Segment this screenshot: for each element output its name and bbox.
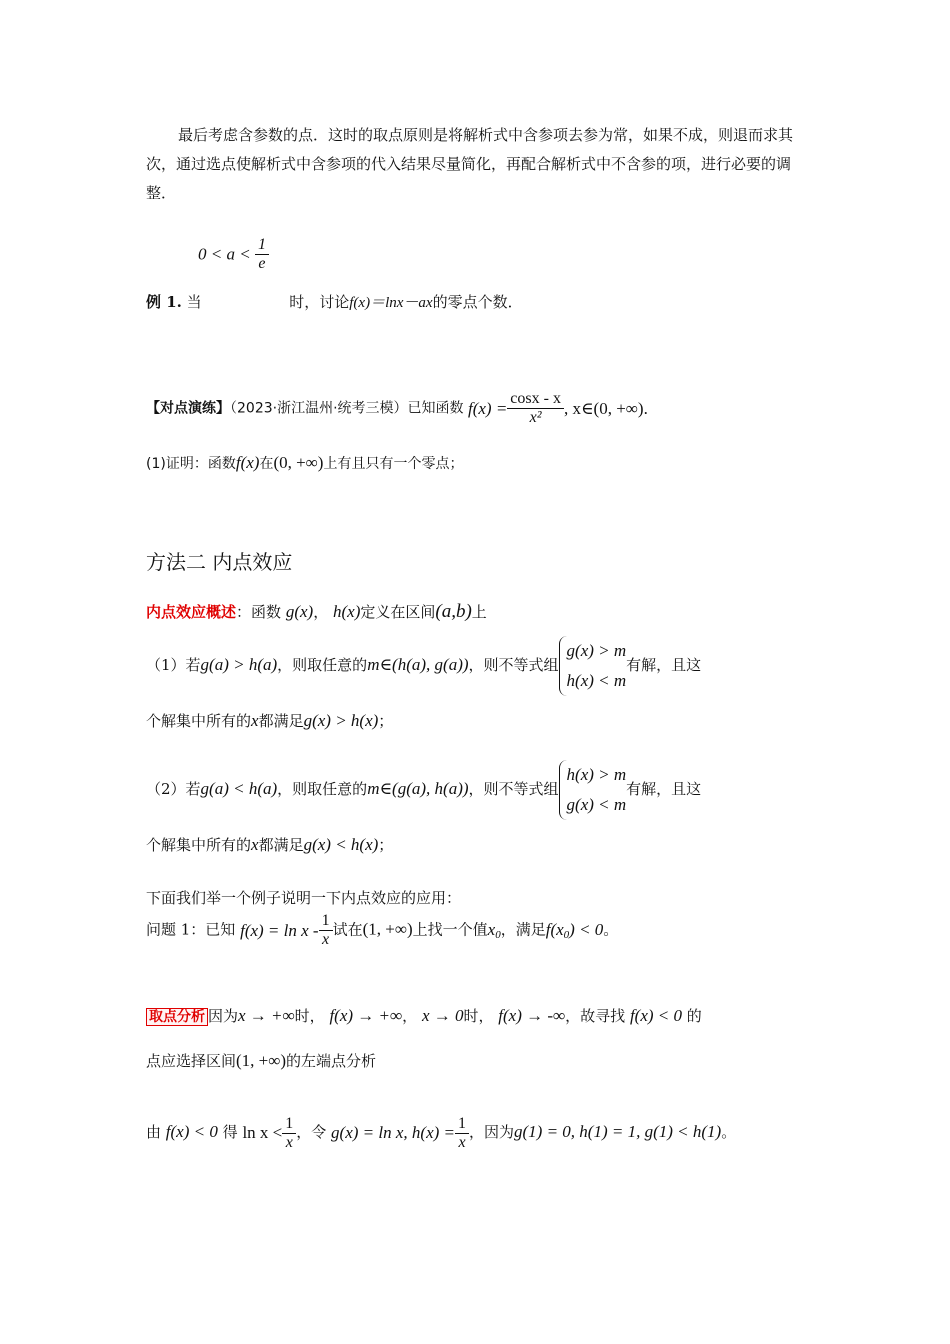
problem1-d: ，满足 [500,920,546,939]
problem1-cond-a: f(x [545,919,564,939]
overview-colon: ： [236,603,252,621]
practice-f-lhs: f(x) = [467,399,508,418]
final-e: 。 [721,1123,737,1141]
case2-b: ，则取任意的 [277,780,368,798]
final-ineq-den: x [282,1133,296,1152]
final-c: ，令 [296,1123,327,1141]
case1-system [559,636,627,696]
analysis-label: 取点分析 [146,1008,208,1026]
case1-g: ； [378,712,394,730]
case1-sys2: h(x) < m [566,671,627,690]
case1-sys1: g(x) > m [566,641,627,660]
analysis-lim1: x → +∞ [238,1006,295,1025]
problem1-x0 [488,920,501,939]
problem1-x0-base: x [487,919,496,939]
final-vals: g(1) = 0, h(1) = 1, g(1) < h(1) [514,1122,722,1141]
case1-a: （1）若 [146,656,201,674]
overview-g: g(x) [285,602,314,621]
example1-label: 例 1. [146,293,182,311]
case2-system [559,760,627,820]
case2-line2 [146,830,811,860]
case1-b: ，则取任意的 [277,656,368,674]
practice-fraction [507,390,564,427]
problem1-e: 。 [603,920,619,939]
analysis [146,994,811,1083]
case1-cond: g(a) > h(a) [200,655,278,674]
overview-label: 内点效应概述 [146,603,237,621]
analysis-a: 因为 [208,1007,239,1025]
case1-m: m∈(h(a), g(a)) [367,655,469,674]
problem1-fraction [319,912,333,949]
problem1-f-num: 1 [321,912,330,929]
case2-sys1: h(x) > m [566,765,627,784]
practice-label: 【对点演练】 [146,400,230,417]
case2-x: x [251,835,259,854]
example1 [146,288,523,318]
intro-paragraph [146,121,806,208]
case1-c: ，则不等式组 [468,656,559,674]
analysis-d: 时， [463,1007,494,1025]
problem1-f-lhs: f(x) = ln x - [240,921,319,940]
example-intro: 下面我们举一个例子说明一下内点效应的应用： [146,889,462,907]
condition-fraction [255,236,269,273]
problem1-cond [546,920,604,939]
q1-b: 在 [259,456,274,472]
practice-source: （2023·浙江温州·统考三模）已知函数 [230,400,464,417]
final-cond: f(x) < 0 [165,1122,218,1141]
case2-f: 都满足 [258,836,304,854]
problem1-b: 试在 [332,920,363,939]
case2-c: ，则不等式组 [468,780,559,798]
overview-t1: 函数 [251,603,282,621]
q1-c: 上有且只有一个零点； [323,456,464,472]
practice-f-den: x² [507,408,564,427]
case2-e: 个解集中所有的 [146,836,252,854]
example1-text2: 的零点个数． [432,293,523,311]
final-def-den: x [455,1133,469,1152]
analysis-lim2: f(x) → +∞ [329,1006,403,1025]
analysis-e: ，故寻找 [565,1007,626,1025]
analysis-cond: f(x) < 0 [629,1006,683,1025]
final-ineq-num: 1 [285,1114,294,1132]
case1-e: 个解集中所有的 [146,712,252,730]
problem1 [146,912,811,950]
overview-t2: 定义在区间 [360,603,436,621]
final [146,1112,826,1153]
case1-line2 [146,706,811,736]
problem1-cond-b: ) < 0 [569,919,604,939]
final-b: 得 [222,1123,238,1141]
overview-h: h(x) [333,602,361,621]
overview-t3: 上 [471,603,487,621]
case2-res: g(x) < h(x) [303,835,379,854]
case1-x: x [251,711,259,730]
final-def-lhs: g(x) = ln x, h(x) = [331,1123,455,1142]
overview-interval: (a,b) [435,601,472,622]
intro-paragraph-text: 最后考虑含参数的点．这时的取点原则是将解析式中含参项去参为常，如果不成，则退而求其次，通过选点使解析式中含参项的代入结果尽量简化，再配合解析式中不含参的项，进行必要的调整． [146,126,794,202]
case1-f: 都满足 [258,712,304,730]
final-a: 由 [146,1123,162,1141]
case2 [146,760,811,860]
final-ineq-lhs: ln x < [242,1123,283,1142]
case1 [146,636,811,736]
case2-sys2: g(x) < m [566,795,627,814]
problem1-cond-sub: 0 [563,928,570,941]
condition-den: e [255,254,269,273]
final-ineq-fraction [282,1115,296,1152]
case1-res: g(x) > h(x) [303,711,379,730]
overview [146,597,487,627]
example1-condition [198,236,269,273]
problem1-c: 上找一个值 [412,920,488,939]
problem1-interval: (1, +∞) [362,919,413,939]
overview-comma: ， [313,603,329,621]
q1-interval: (0, +∞) [273,453,324,472]
problem1-f-den: x [319,930,333,949]
analysis-g: 点应选择区间 [146,1052,237,1070]
case2-m: m∈(g(a), h(a)) [367,779,469,798]
analysis-c: ， [402,1007,418,1025]
condition-num: 1 [257,236,266,253]
example1-lead: 当 [186,293,202,311]
case2-a: （2）若 [146,780,201,798]
condition-left: 0 < a < [198,244,251,264]
final-d: ，因为 [469,1123,515,1141]
analysis-b: 时， [294,1007,325,1025]
case2-g: ； [378,836,394,854]
analysis-lim4: f(x) → -∞ [498,1006,566,1025]
analysis-h: 的左端点分析 [286,1052,377,1070]
final-def-fraction [455,1115,469,1152]
section-title: 方法二 内点效应 [146,550,293,574]
analysis-lim3: x → 0 [421,1006,464,1025]
practice-domain: , x∈(0, +∞). [563,399,648,418]
final-def-num: 1 [458,1114,466,1132]
analysis-interval: (1, +∞) [236,1051,287,1070]
example1-text1: 时，讨论 [289,293,350,311]
problem1-a: 问题 1：已知 [146,920,236,939]
practice [146,390,648,427]
analysis-f: 的 [686,1007,702,1025]
practice-f-num: cosx - x [510,390,561,407]
case2-cond: g(a) < h(a) [200,779,278,798]
practice-q1 [146,448,463,479]
q1-a: (1)证明：函数 [146,456,236,472]
problem1-x0-sub: 0 [495,928,501,941]
example1-func: f(x)＝lnx－ax [349,295,433,311]
case1-d: 有解，且这 [626,656,702,674]
case2-d: 有解，且这 [626,780,702,798]
q1-f: f(x) [235,453,260,472]
